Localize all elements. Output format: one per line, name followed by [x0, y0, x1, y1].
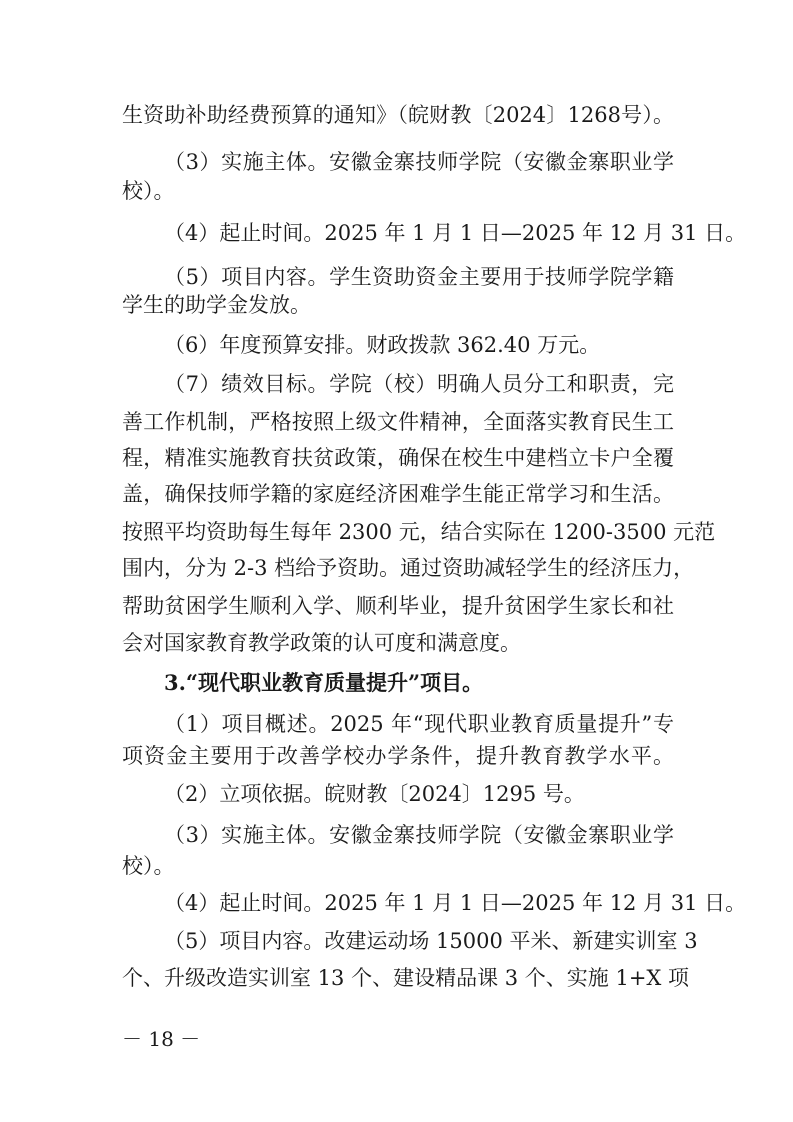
body-line-12: 按照平均资助每生每年 2300 元，结合实际在 1200-3500 元范 [122, 520, 716, 544]
body-line-18: 项资金主要用于改善学校办学条件，提升教育教学水平。 [122, 744, 674, 768]
body-line-22: （4）起止时间。2025 年 1 月 1 日—2025 年 12 月 31 日。 [164, 891, 747, 915]
body-line-11: 盖，确保技师学籍的家庭经济困难学生能正常学习和生活。 [122, 482, 674, 506]
body-line-4: （4）起止时间。2025 年 1 月 1 日—2025 年 12 月 31 日。 [164, 221, 747, 245]
body-line-7: （6）年度预算安排。财政拨款 362.40 万元。 [164, 333, 601, 357]
section-heading: 3.“现代职业教育质量提升”项目。 [164, 670, 484, 695]
body-line-1: 生资助补助经费预算的通知》（皖财教〔2024〕1268号）。 [122, 103, 674, 127]
body-line-20: （3）实施主体。安徽金寨技师学院（安徽金寨职业学 [164, 823, 674, 847]
body-line-3: 校）。 [122, 179, 175, 203]
body-line-6: 学生的助学金发放。 [122, 293, 311, 317]
body-line-17: （1）项目概述。2025 年“现代职业教育质量提升”专 [164, 712, 674, 736]
body-line-10: 程，精准实施教育扶贫政策，确保在校生中建档立卡户全覆 [122, 446, 674, 470]
body-line-21: 校）。 [122, 854, 175, 878]
body-line-8: （7）绩效目标。学院（校）明确人员分工和职责，完 [164, 372, 674, 396]
body-line-5: （5）项目内容。学生资助资金主要用于技师学院学籍 [164, 265, 674, 289]
body-line-14: 帮助贫困学生顺利入学、顺利毕业，提升贫困学生家长和社 [122, 594, 674, 618]
page-number: － 18 － [122, 1027, 201, 1051]
body-line-2: （3）实施主体。安徽金寨技师学院（安徽金寨职业学 [164, 150, 674, 174]
body-line-15: 会对国家教育教学政策的认可度和满意度。 [122, 631, 521, 655]
body-line-9: 善工作机制，严格按照上级文件精神，全面落实教育民生工 [122, 410, 674, 434]
body-line-23: （5）项目内容。改建运动场 15000 平米、新建实训室 3 [164, 929, 698, 953]
body-line-13: 围内，分为 2-3 档给予资助。通过资助减轻学生的经济压力， [122, 556, 695, 580]
body-line-19: （2）立项依据。皖财教〔2024〕1295 号。 [164, 782, 585, 806]
body-line-24: 个、升级改造实训室 13 个、建设精品课 3 个、实施 1+X 项 [122, 966, 690, 990]
